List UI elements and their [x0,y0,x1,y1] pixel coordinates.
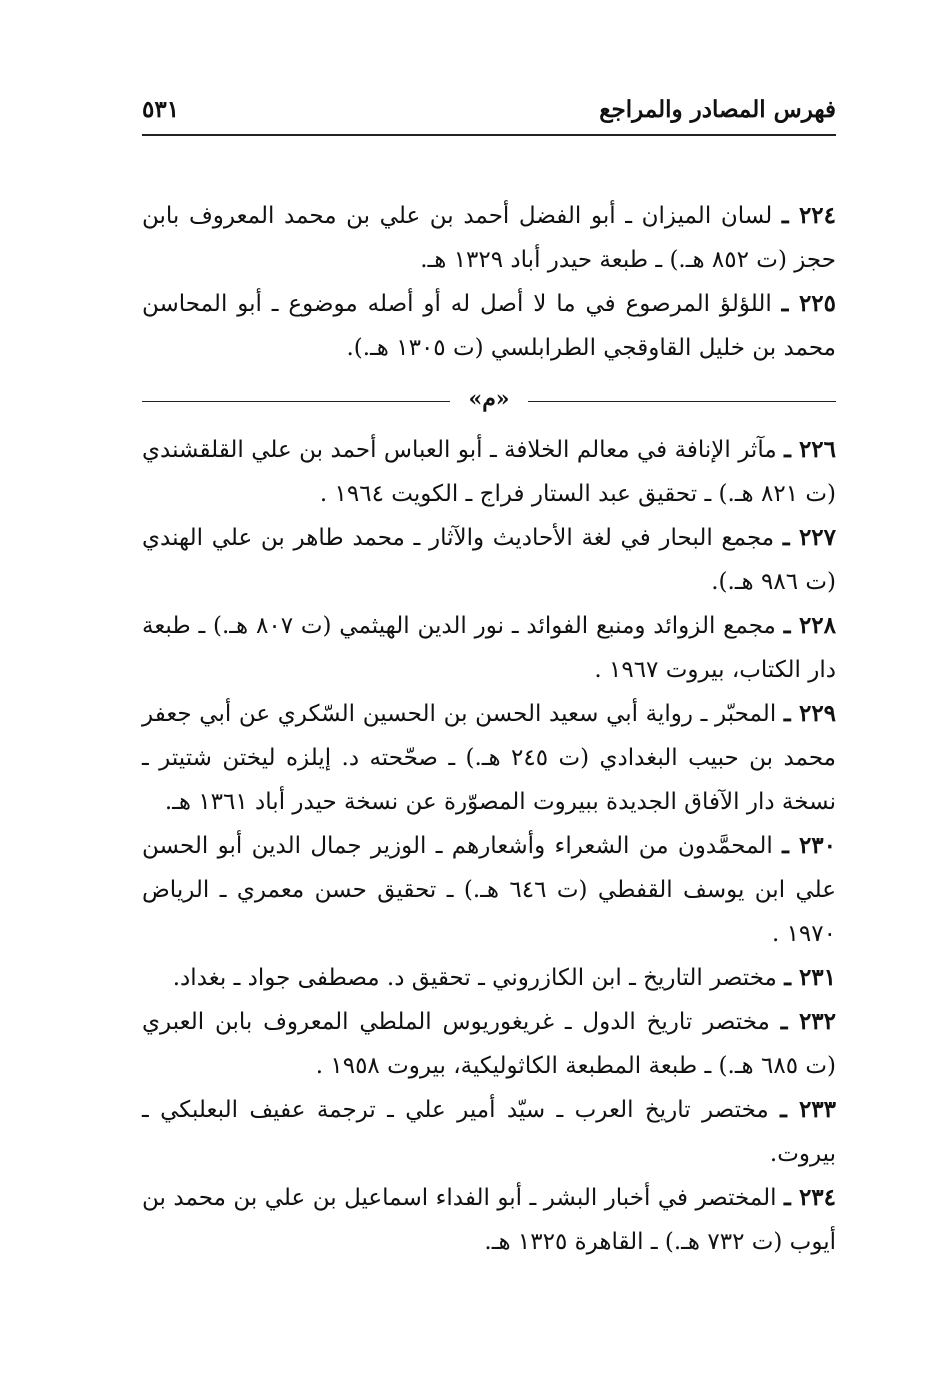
entry-number: ٢٣٢ ـ [780,1008,837,1035]
entry-number: ٢٢٨ ـ [783,612,837,639]
page-header [142,96,836,136]
page-number: ٥٣١ [142,96,180,123]
entry-number: ٢٢٦ ـ [784,436,837,463]
entry-number: ٢٣١ ـ [784,964,836,991]
divider-line-right [528,401,836,402]
entry-text: المحمَّدون من الشعراء وأشعارهم ـ الوزير جمال الدين أبو الحسن علي ابن يوسف القفطي (ت ٦٤٦ هـ.) ـ تحقيق حسن معمري ـ الرياض ١٩٧٠ . [142,833,837,947]
bibliography-entry [142,824,836,956]
bibliography-entry [142,428,836,516]
bibliography-entry [142,282,836,370]
entries-list-1 [142,194,836,370]
bibliography-entry [142,1088,836,1176]
bibliography-entry [142,516,836,604]
entry-number: ٢٣٠ ـ [782,832,837,859]
entry-text: المختصر في أخبار البشر ـ أبو الفداء اسماعيل بن علي بن محمد بن أيوب (ت ٧٣٢ هـ.) ـ القاهرة ١٣٢٥ هـ. [142,1185,836,1255]
entry-number: ٢٣٣ ـ [780,1096,836,1123]
entry-number: ٢٢٧ ـ [782,524,836,551]
bibliography-entry [142,604,836,692]
bibliography-entry [142,194,836,282]
entry-text: مختصر التاريخ ـ ابن الكازروني ـ تحقيق د. مصطفى جواد ـ بغداد. [172,965,777,991]
entry-text: مختصر تاريخ العرب ـ سيّد أمير علي ـ ترجمة عفيف البعلبكي ـ بيروت. [142,1097,836,1167]
section-divider [142,386,836,416]
entry-number: ٢٢٥ ـ [781,290,836,317]
entry-text: مجمع الزوائد ومنبع الفوائد ـ نور الدين الهيثمي (ت ٨٠٧ هـ.) ـ طبعة دار الكتاب، بيروت ١٩٦٧ . [142,613,836,683]
entry-number: ٢٢٩ ـ [783,700,837,727]
bibliography-entry [142,692,836,824]
bibliography-entry [142,956,836,1000]
entry-text: مختصر تاريخ الدول ـ غريغوريوس الملطي المعروف بابن العبري (ت ٦٨٥ هـ.) ـ طبعة المطبعة الكاثوليكية، بيروت ١٩٥٨ . [142,1009,836,1079]
entry-text: مآثر الإنافة في معالم الخلافة ـ أبو العباس أحمد بن علي القلقشندي (ت ٨٢١ هـ.) ـ تحقيق عبد الستار فراج ـ الكويت ١٩٦٤ . [142,437,836,507]
entry-number: ٢٢٤ ـ [781,202,836,229]
bibliography-entry [142,1000,836,1088]
entry-text: المحبّر ـ رواية أبي سعيد الحسن بن الحسين السّكري عن أبي جعفر محمد بن حبيب البغدادي (ت ٢٤٥ هـ.) ـ صحّحته د. إيلزه ليختن شتيتر ـ نسخة دار الآفاق الجديدة ببيروت المصوّرة عن نسخة حيدر أباد ١٣٦١ هـ. [142,701,836,815]
entry-text: مجمع البحار في لغة الأحاديث والآثار ـ محمد طاهر بن علي الهندي (ت ٩٨٦ هـ.). [142,525,836,595]
entry-text: لسان الميزان ـ أبو الفضل أحمد بن علي بن محمد المعروف بابن حجز (ت ٨٥٢ هـ.) ـ طبعة حيدر أباد ١٣٢٩ هـ. [142,203,836,273]
bibliography-entry [142,1176,836,1264]
entry-text: اللؤلؤ المرصوع في ما لا أصل له أو أصله موضوع ـ أبو المحاسن محمد بن خليل القاوقجي الطرابلسي (ت ١٣٠٥ هـ.). [142,291,836,361]
section-letter: «م» [468,386,510,412]
entry-number: ٢٣٤ ـ [784,1184,837,1211]
running-title: فهرس المصادر والمراجع [599,96,836,123]
entries-list-2 [142,428,836,1264]
